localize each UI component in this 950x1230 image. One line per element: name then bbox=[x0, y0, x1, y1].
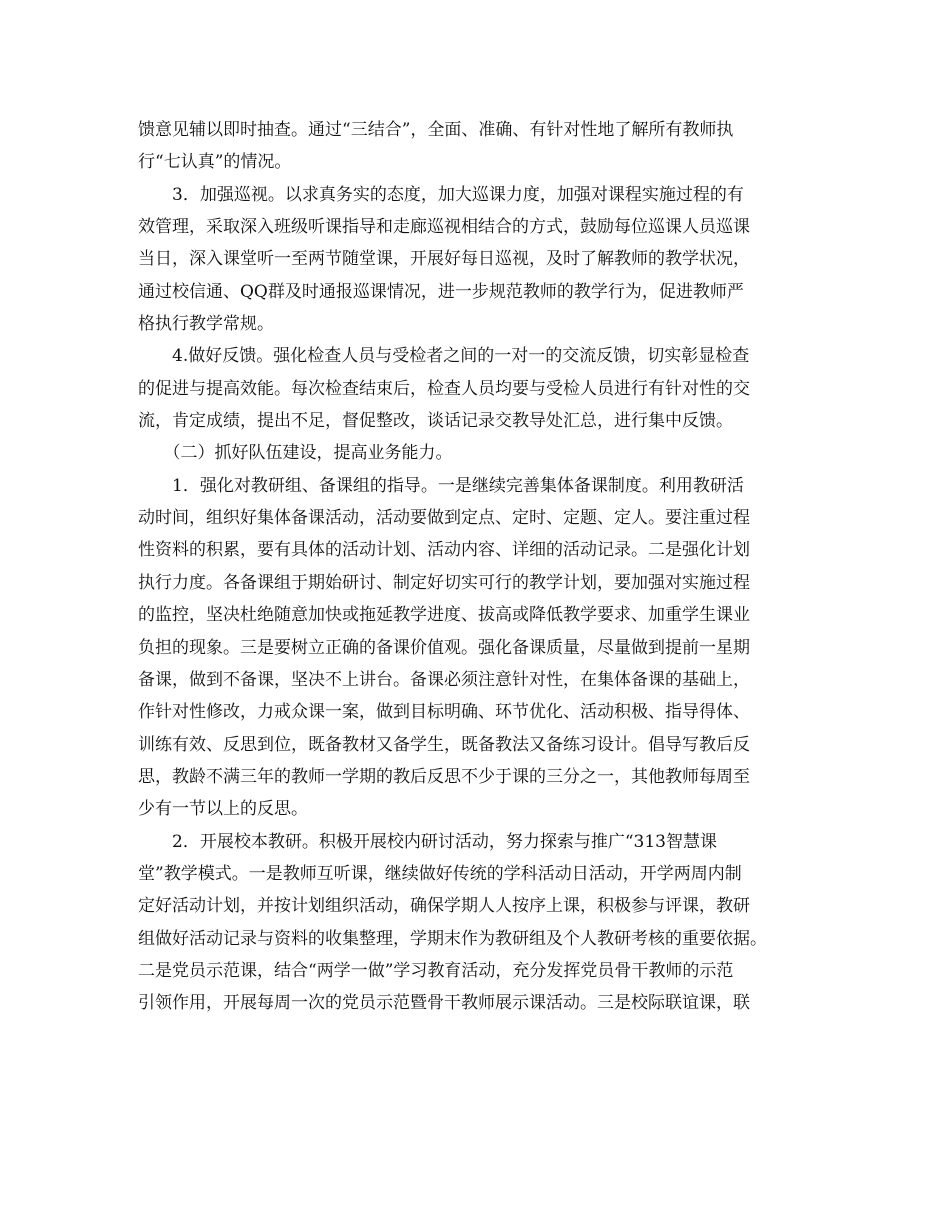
text-line: 通过校信通、QQ群及时通报巡课情况，进一步规范教师的教学行为，促进教师严 bbox=[138, 281, 744, 302]
document-body bbox=[138, 114, 818, 1020]
text-line: 3．加强巡视。以求真务实的态度，加大巡课力度，加强对课程实施过程的有 bbox=[138, 184, 744, 205]
section-heading: （二）抓好队伍建设，提高业务能力。 bbox=[138, 443, 453, 464]
text-line: 组做好活动记录与资料的收集整理，学期末作为教研组及个人教研考核的重要依据。 bbox=[138, 928, 767, 949]
text-line: 训练有效、反思到位，既备教材又备学生，既备教法又备练习设计。倡导写教后反 bbox=[138, 734, 750, 755]
text-line: 行“七认真”的情况。 bbox=[138, 152, 292, 173]
text-line: 引领作用，开展每周一次的党员示范暨骨干教师展示课活动。三是校际联谊课，联 bbox=[138, 993, 750, 1014]
text-line: 备课，做到不备课，坚决不上讲台。备课必须注意针对性，在集体备课的基础上， bbox=[138, 669, 750, 690]
text-line: 2．开展校本教研。积极开展校内研讨活动，努力探索与推广“313智慧课 bbox=[138, 831, 717, 852]
text-line: 执行力度。各备课组于期始研讨、制定好切实可行的教学计划，要加强对实施过程 bbox=[138, 572, 750, 593]
text-line: 的促进与提高效能。每次检查结束后，检查人员均要与受检人员进行有针对性的交 bbox=[138, 378, 750, 399]
text-line: 1．强化对教研组、备课组的指导。一是继续完善集体备课制度。利用教研活 bbox=[138, 475, 744, 496]
text-line: 4.做好反馈。强化检查人员与受检者之间的一对一的交流反馈，切实彰显检查 bbox=[138, 346, 750, 367]
text-line: 格执行教学常规。 bbox=[138, 314, 274, 335]
text-line: 效管理，采取深入班级听课指导和走廊巡视相结合的方式，鼓励每位巡课人员巡课 bbox=[138, 217, 750, 238]
text-line: 性资料的积累，要有具体的活动计划、活动内容、详细的活动记录。二是强化计划 bbox=[138, 540, 750, 561]
text-line: 馈意见辅以即时抽查。通过“三结合”，全面、准确、有针对性地了解所有教师执 bbox=[138, 120, 734, 140]
text-line: 负担的现象。三是要树立正确的备课价值观。强化备课质量，尽量做到提前一星期 bbox=[138, 637, 750, 658]
text-line: 作针对性修改，力戒众课一案，做到目标明确、环节优化、活动积极、指导得体、 bbox=[138, 702, 750, 723]
text-line: 二是党员示范课，结合“两学一做”学习教育活动，充分发挥党员骨干教师的示范 bbox=[138, 960, 734, 981]
text-line: 当日，深入课堂听一至两节随堂课，开展好每日巡视，及时了解教师的教学状况， bbox=[138, 249, 750, 270]
text-line: 定好活动计划，并按计划组织活动，确保学期人人按序上课，积极参与评课，教研 bbox=[138, 896, 750, 917]
text-line: 的监控，坚决杜绝随意加快或拖延教学进度、拔高或降低教学要求、加重学生课业 bbox=[138, 605, 750, 626]
text-line: 少有一节以上的反思。 bbox=[138, 799, 308, 820]
text-line: 动时间，组织好集体备课活动，活动要做到定点、定时、定题、定人。要注重过程 bbox=[138, 508, 750, 529]
text-line: 堂”教学模式。一是教师互听课，继续做好传统的学科活动日活动，开学两周内制 bbox=[138, 863, 742, 884]
text-line: 思，教龄不满三年的教师一学期的教后反思不少于课的三分之一，其他教师每周至 bbox=[138, 766, 750, 787]
text-line: 流，肯定成绩，提出不足，督促整改，谈话记录交教导处汇总，进行集中反馈。 bbox=[138, 411, 733, 432]
